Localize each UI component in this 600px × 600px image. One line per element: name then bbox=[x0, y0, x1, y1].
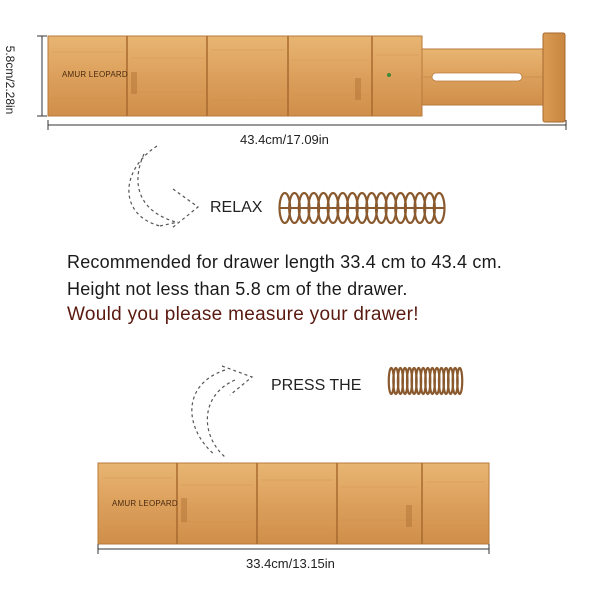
relax-label: RELAX bbox=[210, 199, 263, 216]
press-label: PRESS THE bbox=[271, 377, 362, 394]
height-label: 5.8cm/2.28in bbox=[3, 45, 17, 115]
length-label-top: 43.4cm/17.09in bbox=[240, 132, 329, 147]
spring-coil bbox=[457, 368, 462, 394]
compressed-spring-coils bbox=[389, 368, 462, 394]
instruction-line-3: Would you please measure your drawer! bbox=[67, 304, 419, 325]
instruction-line-2: Height not less than 5.8 cm of the drawer. bbox=[67, 279, 408, 299]
brand-label-top: AMUR LEOPARD bbox=[62, 70, 128, 79]
length-label-bottom: 33.4cm/13.15in bbox=[246, 556, 335, 571]
length-dimension-top bbox=[48, 120, 566, 130]
press-arrow bbox=[192, 366, 252, 457]
height-dimension bbox=[37, 36, 47, 116]
length-dimension-bottom bbox=[98, 544, 489, 554]
relax-arrow bbox=[129, 146, 198, 228]
brand-label-bottom: AMUR LEOPARD bbox=[112, 499, 178, 508]
instruction-line-1: Recommended for drawer length 33.4 cm to 43.4 cm. bbox=[67, 252, 503, 272]
